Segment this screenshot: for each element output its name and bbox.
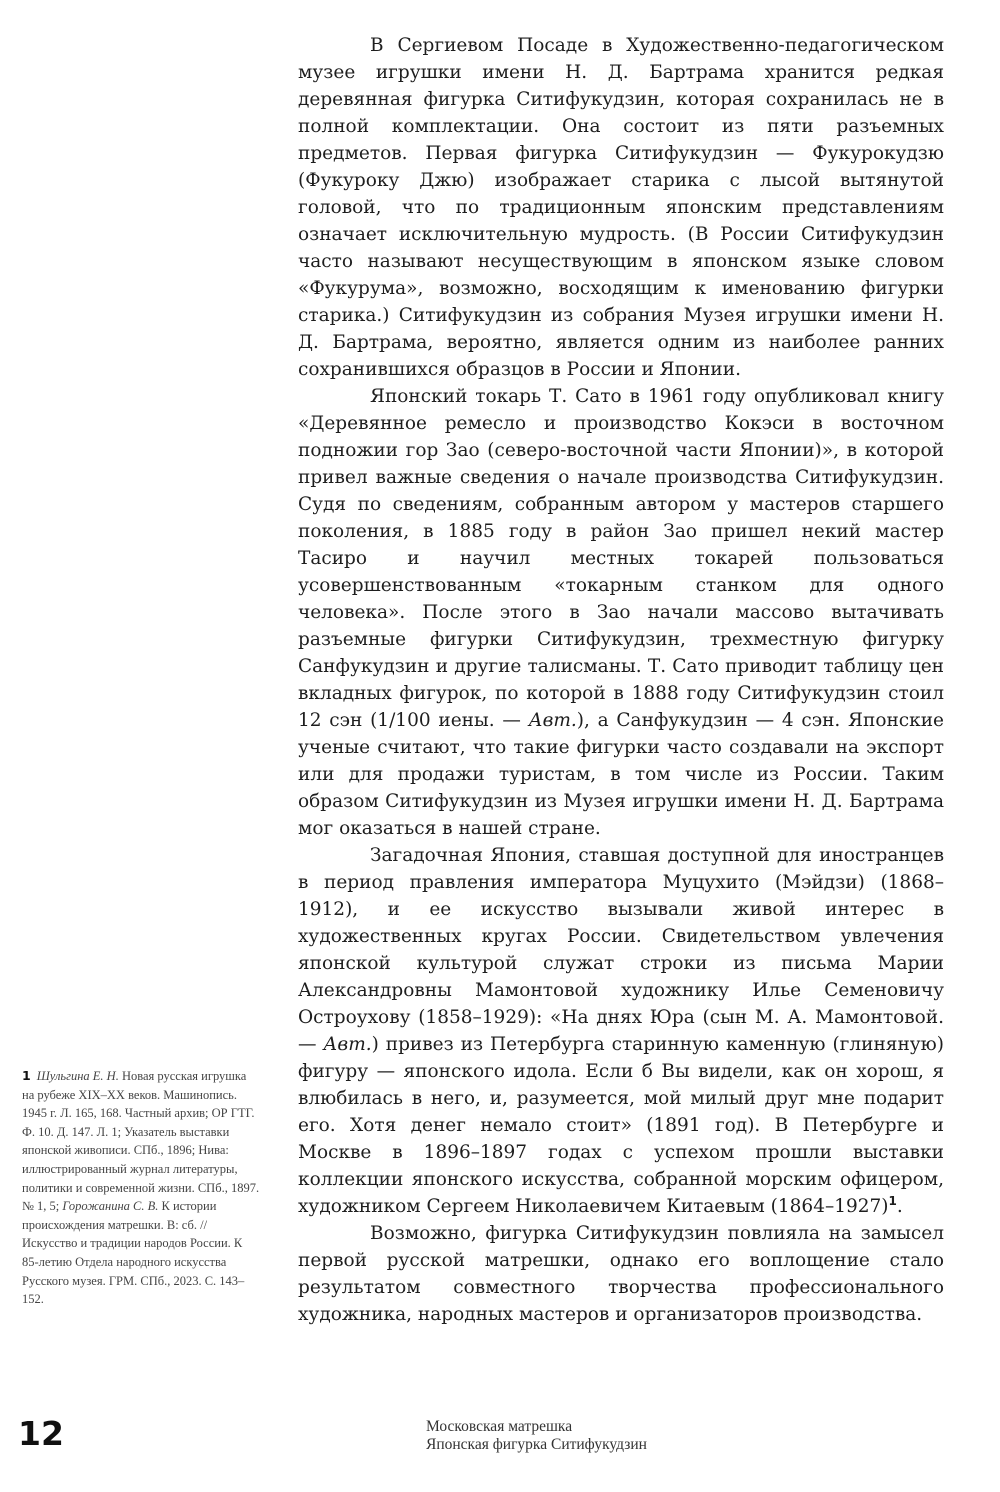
paragraph-3 [298, 842, 944, 1220]
paragraph-3-part-b: ) привез из Петербурга старинную каменную (глиняную) фигуру — японского идола. Если б Вы видели, как он хорош, я влюбилась в него, и, разумеется, мой милый друг мне подарит его. Хотя денег немало стоит» (1891 год). В Петербурге и Москве в 1896–1897 годах с успехом прошли выставки коллекции японского искусства, собранной морским офицером, художником Сергеем Николаевичем Китаевым (1864–1927) [298, 1034, 944, 1217]
running-subtitle: Японская фигурка Ситифукудзин [426, 1436, 647, 1453]
paragraph-3-end: . [896, 1196, 903, 1217]
paragraph-4: Возможно, фигурка Ситифукудзин повлияла на замысел первой русской матрешки, однако его воплощение стало результатом совместного творчества профессионального художника, народных мастеров и организаторов производства. [298, 1223, 944, 1325]
paragraph-2-part-b: ), а Санфукудзин — 4 сэн. Японские ученые считают, что такие фигурки часто создавали на экспорт или для продажи туристам, в том числе из России. Таким образом Ситифукудзин из Музея игрушки имени Н. Д. Бартрама мог оказаться в нашей стране. [298, 710, 944, 839]
paragraph-2 [298, 383, 944, 842]
footnote-text-1: Новая русская игрушка на рубеже XIX–XX веков. Машинопись. 1945 г. Л. 165, 168. Частный архив; ОР ГТГ. Ф. 10. Д. 147. Л. 1; Указатель выставки японской живописи. СПб., 1896; Нива: иллюстрированный журнал литературы, политики и современной жизни. СПб., 1897. № 1, 5; [22, 1069, 260, 1214]
main-text [298, 32, 944, 1328]
footnote-author-1: Шульгина Е. Н. [36, 1069, 119, 1083]
running-header [426, 1418, 647, 1454]
paragraph-1: В Сергиевом Посаде в Художественно-педагогическом музее игрушки имени Н. Д. Бартрама хранится редкая деревянная фигурка Ситифукудзин, которая сохранилась не в полной комплектации. Она состоит из пяти разъемных предметов. Первая фигурка Ситифукудзин — Фукурокудзю (Фукуроку Джю) изображает старика с лысой вытянутой головой, что по традиционным японским представлениям означает исключительную мудрость. (В России Ситифукудзин часто называют несуществующим в японском языке словом «Фукурума», возможно, восходящим к именованию фигурки старика.) Ситифукудзин из собрания Музея игрушки имени Н. Д. Бартрама, вероятно, является одним из наиболее ранних сохранившихся образцов в России и Японии. [298, 35, 944, 380]
page-number: 12 [18, 1414, 64, 1453]
footnote-text-2: К истории происхождения матрешки. В: сб. // Искусство и традиции народов России. К 85-летию Отдела народного искусства Русского музея. ГРМ. СПб., 2023. С. 143–152. [22, 1199, 245, 1307]
author-abbr: Авт. [323, 1034, 372, 1055]
footnote [22, 1067, 260, 1309]
paragraph-2-part-a: Японский токарь Т. Сато в 1961 году опубликовал книгу «Деревянное ремесло и производство Кокэси в восточном подножии гор Зао (северо-восточной части Японии)», в которой привел важные сведения о начале производства Ситифукудзин. Судя по сведениям, собранным автором у мастеров старшего поколения, в 1885 году в район Зао пришел некий мастер Тасиро и научил местных токарей пользоваться усовершенствованным «токарным станком для одного человека». После этого в Зао начали массово вытачивать разъемные фигурки Ситифукудзин, трехместную фигурку Санфукудзин и другие талисманы. Т. Сато приводит таблицу цен вкладных фигурок, по которой в 1888 году Ситифукудзин стоил 12 сэн (1/100 иены. — [298, 386, 944, 731]
footnote-number: 1 [22, 1068, 31, 1083]
footnote-ref[interactable]: 1 [888, 1193, 897, 1208]
running-title: Московская матрешка [426, 1418, 573, 1435]
paragraph-3-part-a: Загадочная Япония, ставшая доступной для иностранцев в период правления императора Муцухито (Мэйдзи) (1868–1912), и ее искусство вызывали живой интерес в художественных кругах России. Свидетельством увлечения японской культурой служат строки из письма Марии Александровны Мамонтовой художнику Илье Семеновичу Остроухову (1858–1929): «На днях Юра (сын М. А. Мамонтовой. — [298, 845, 944, 1055]
footnote-author-2: Горожанина С. В. [62, 1199, 159, 1214]
author-abbr: Авт. [528, 710, 577, 731]
